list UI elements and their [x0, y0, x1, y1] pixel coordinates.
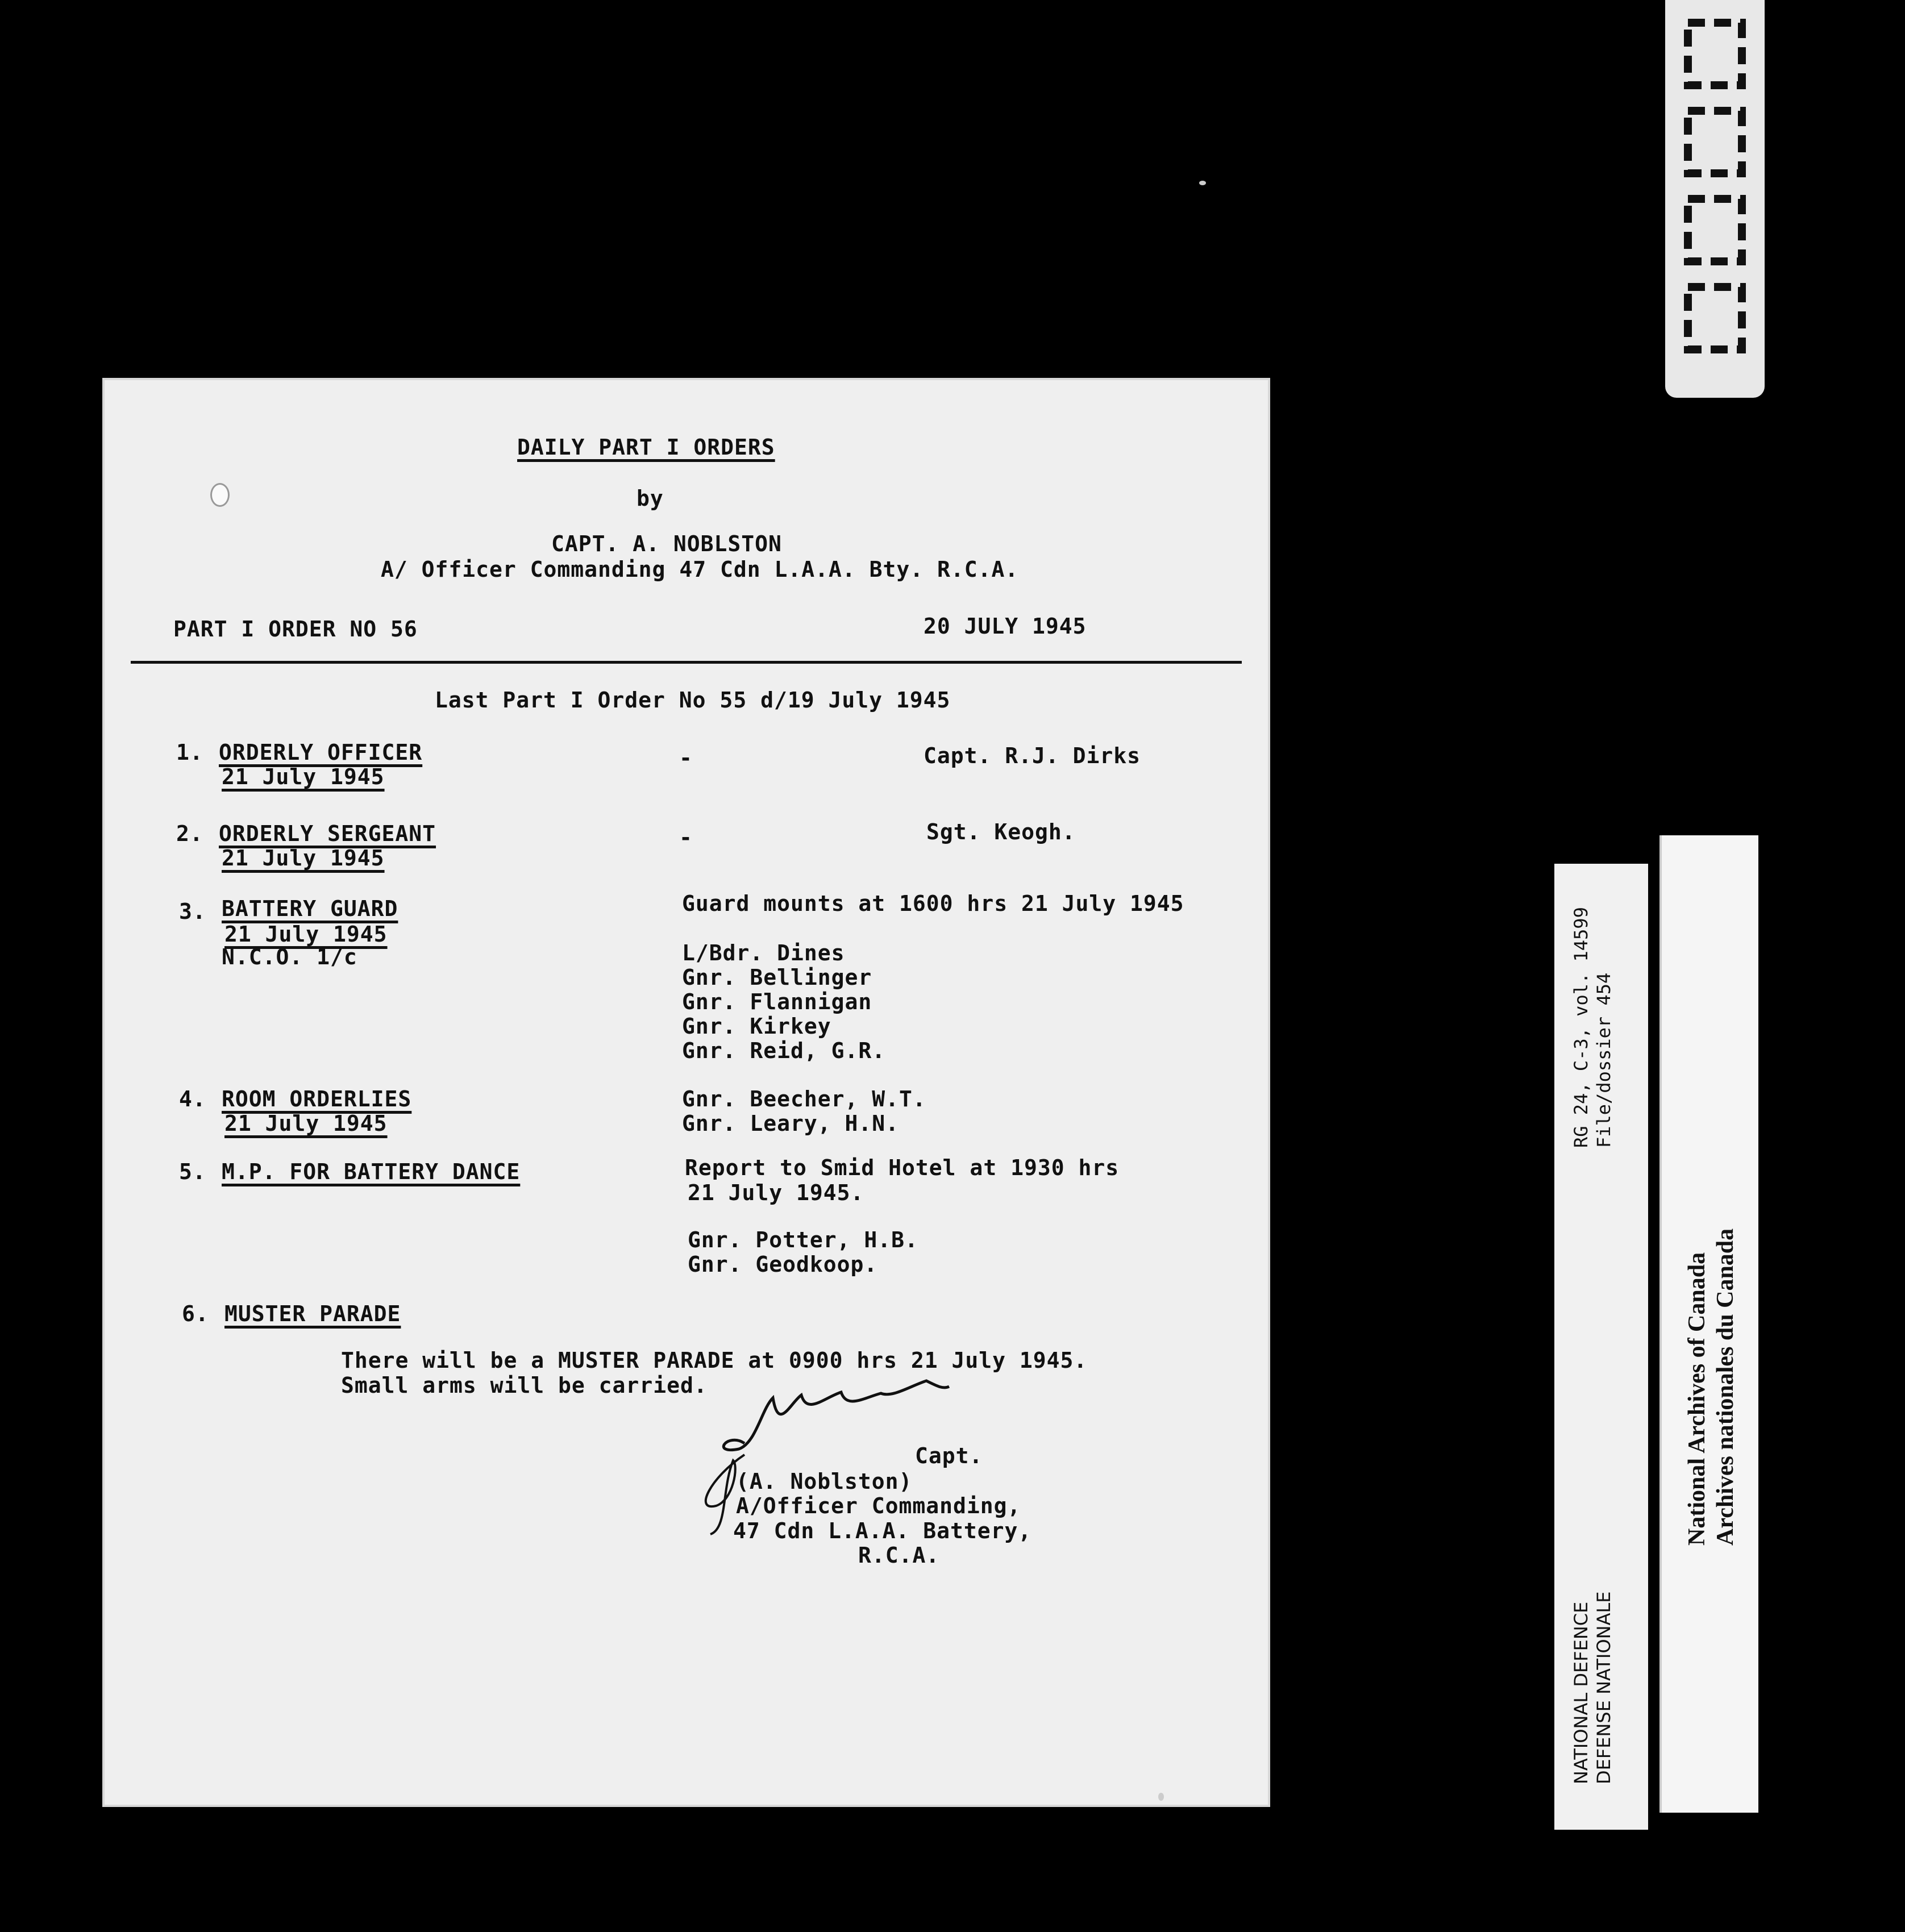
guard-member: Gnr. Kirkey: [682, 1014, 831, 1039]
reference-label: [1554, 864, 1648, 1830]
signature-rank: Capt.: [915, 1443, 983, 1468]
item-title: MUSTER PARADE: [224, 1301, 401, 1326]
dance-mp: Gnr. Potter, H.B.: [688, 1227, 918, 1252]
item-dash: -: [679, 825, 693, 850]
punch-hole: [210, 483, 230, 507]
order-date: 20 JULY 1945: [924, 614, 1087, 639]
item-detail: 21 July 1945.: [688, 1180, 864, 1205]
item-number: 2.: [176, 821, 203, 846]
item-title: M.P. FOR BATTERY DANCE: [222, 1159, 521, 1184]
item-title: ROOM ORDERLIES: [222, 1086, 412, 1111]
item-dash: -: [679, 746, 693, 771]
department-en: NATIONAL DEFENCE: [1570, 1601, 1592, 1784]
frame-counter-strip: [1665, 0, 1765, 398]
document-heading: DAILY PART I ORDERS: [517, 435, 775, 460]
guard-member: L/Bdr. Dines: [682, 940, 845, 965]
last-order-line: Last Part I Order No 55 d/19 July 1945: [435, 688, 951, 713]
order-number: PART I ORDER NO 56: [173, 617, 418, 642]
frame-counter-digits: [1665, 0, 1765, 398]
item-detail: Guard mounts at 1600 hrs 21 July 1945: [682, 891, 1184, 916]
item-number: 3.: [179, 899, 206, 924]
muster-text: Small arms will be carried.: [341, 1373, 708, 1398]
item-detail: Sgt. Keogh.: [926, 819, 1076, 844]
item-date: 21 July 1945: [222, 846, 385, 871]
signature-role: A/Officer Commanding,: [736, 1493, 1021, 1518]
department-fr: DEFENSE NATIONALE: [1593, 1591, 1615, 1784]
item-date: 21 July 1945: [222, 764, 385, 789]
reference-file: File/dossier 454: [1593, 972, 1615, 1148]
item-date: 21 July 1945: [224, 1111, 388, 1136]
signature-unit: 47 Cdn L.A.A. Battery,: [733, 1518, 1032, 1543]
guard-member: Gnr. Reid, G.R.: [682, 1038, 886, 1063]
archives-fr: Archives nationales du Canada: [1712, 1228, 1738, 1546]
archives-label: [1659, 835, 1758, 1813]
signature-corps: R.C.A.: [858, 1543, 940, 1568]
header-rule: [131, 661, 1242, 664]
room-orderly: Gnr. Beecher, W.T.: [682, 1086, 926, 1111]
item-number: 6.: [182, 1301, 209, 1326]
item-detail: Capt. R.J. Dirks: [924, 743, 1141, 768]
room-orderly: Gnr. Leary, H.N.: [682, 1111, 900, 1136]
dance-mp: Gnr. Geodkoop.: [688, 1252, 878, 1277]
item-number: 1.: [176, 740, 203, 765]
officer-role: A/ Officer Commanding 47 Cdn L.A.A. Bty. R.C.A.: [381, 557, 1019, 582]
item-detail: Report to Smid Hotel at 1930 hrs: [685, 1155, 1120, 1180]
officer-name: CAPT. A. NOBLSTON: [551, 531, 782, 556]
guard-member: Gnr. Flannigan: [682, 989, 872, 1014]
dust-speck: [1158, 1793, 1164, 1801]
muster-text: There will be a MUSTER PARADE at 0900 hrs 21 July 1945.: [341, 1348, 1088, 1373]
archives-en: National Archives of Canada: [1684, 1252, 1710, 1546]
item-number: 5.: [179, 1159, 206, 1184]
signature-name: (A. Noblston): [736, 1469, 913, 1494]
guard-member: Gnr. Bellinger: [682, 965, 872, 990]
item-title: ORDERLY SERGEANT: [219, 821, 436, 846]
item-date: 21 July 1945: [224, 922, 388, 947]
item-title: BATTERY GUARD: [222, 896, 398, 921]
dust-speck: [1199, 181, 1206, 185]
item-sub-label: N.C.O. 1/c: [222, 944, 357, 969]
by-line: by: [637, 486, 664, 511]
item-number: 4.: [179, 1086, 206, 1111]
reference-number: RG 24, C-3, vol. 14599: [1570, 907, 1592, 1148]
item-title: ORDERLY OFFICER: [219, 740, 423, 765]
